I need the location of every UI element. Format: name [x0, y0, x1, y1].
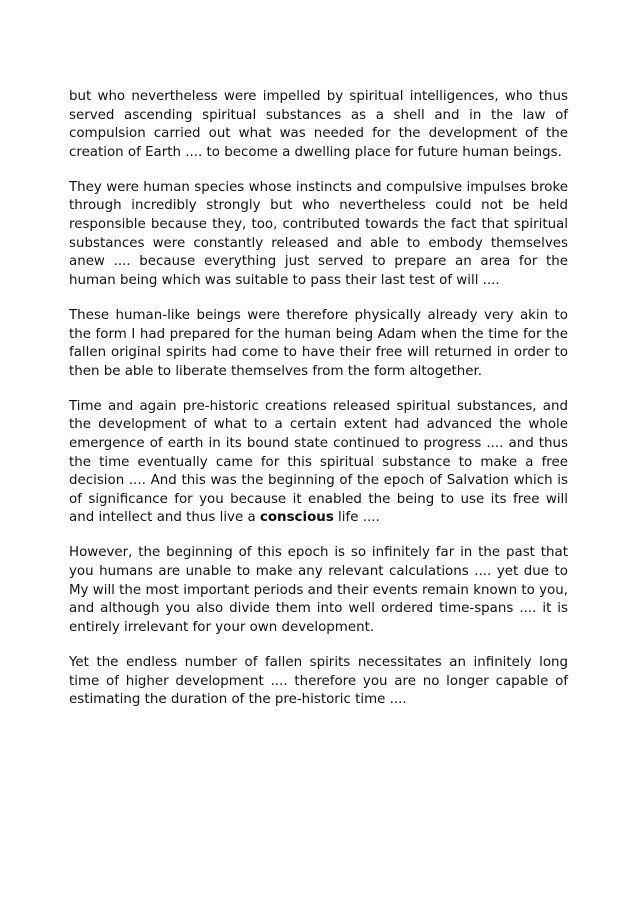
paragraph-6: Yet the endless number of fallen spirits necessitates an infinitely long time of higher development .... therefore you are no longer capable of estimating the duration of the pre-historic time ....	[69, 654, 568, 708]
paragraph-4-text-after: life ....	[333, 510, 380, 526]
paragraph-2: They were human species whose instincts and compulsive impulses broke through incredibly strongly but who nevertheless could not be held responsible because they, too, contributed towards the fact that spiritual substances were constantly released and able to embody themselves anew .... because everything just served to prepare an area for the human being which was suitable to pass their last test of will ....	[69, 179, 568, 288]
paragraph-4	[69, 398, 568, 528]
paragraph-3: These human-like beings were therefore physically already very akin to the form I had prepared for the human being Adam when the time for the fallen original spirits had come to have their free will returned in order to then be able to liberate themselves from the form altogether.	[69, 307, 568, 379]
body-text	[69, 88, 568, 710]
paragraph-4-text-before: Time and again pre-historic creations released spiritual substances, and the development of what to a certain extent had advanced the whole emergence of earth in its bound state continued to progress .... and thus the time eventually came for this spiritual substance to make a free decision .... And this was the beginning of the epoch of Salvation which is of significance for you because it enabled the being to use its free will and intellect and thus live a	[69, 398, 568, 526]
paragraph-4-emphasis: conscious	[259, 510, 334, 526]
paragraph-1: but who nevertheless were impelled by spiritual intelligences, who thus served ascending spiritual substances as a shell and in the law of compulsion carried out what was needed for the development of the creation of Earth .... to become a dwelling place for future human beings.	[69, 89, 568, 160]
paragraph-5: However, the beginning of this epoch is so infinitely far in the past that you humans are unable to make any relevant calculations .... yet due to My will the most important periods and their events remain known to you, and although you also divide them into well ordered time-spans .... it is entirely irrelevant for your own development.	[69, 545, 568, 635]
